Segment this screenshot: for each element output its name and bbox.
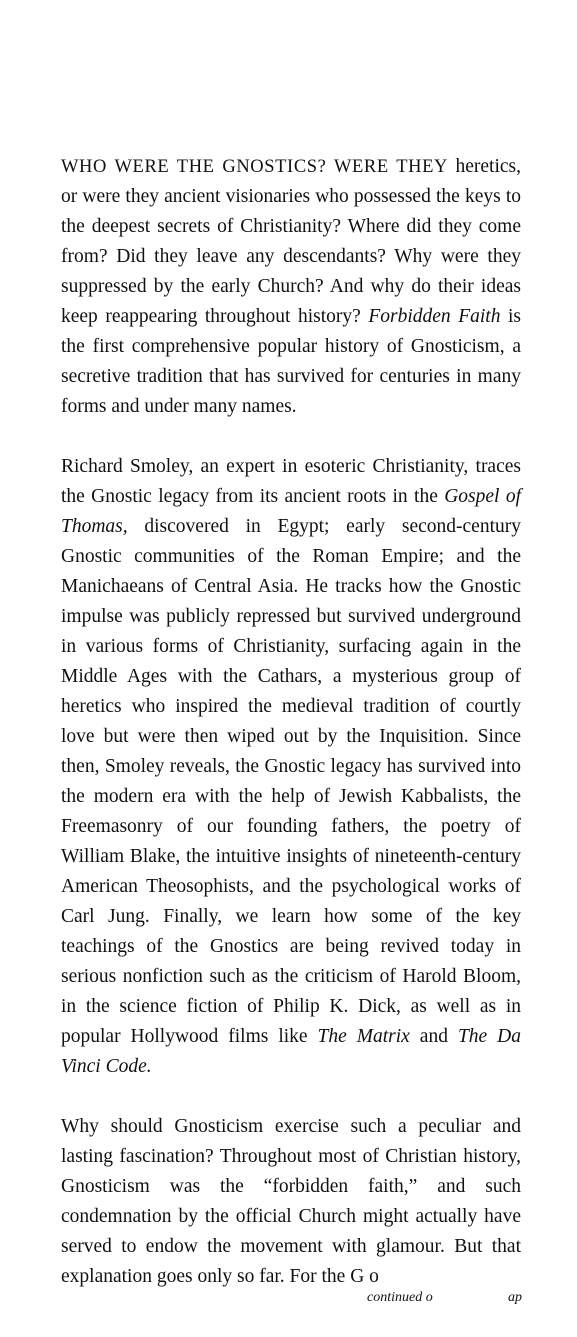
history-text-2: discovered in Egypt; early second-century Gnostic communities of the Roman Empire; and the Manichaeans of Central Asia. He tracks how the Gnostic impulse was publicly repressed but survived underground in various forms of Christianity, surfacing again in the Middle Ages with the Cathars, a mysterious group of heretics who inspired the medieval tradition of courtly love but were then wiped out by the Inquisition. Since then, Smoley reveals, the Gnostic legacy has survived into the modern era with the help of Jewish Kabbalists, the Freemasonry of our founding fathers, the poetry of William Blake, the intuitive insights of nineteenth-century American Theosophists, and the psychological works of Carl Jung. Finally, we learn how some of the key teachings of the Gnostics are being revived today in serious nonfiction such as the criticism of Harold Bloom, in the science fiction of Philip K. Dick, as well as in popular Hollywood films like: [61, 516, 521, 1047]
continued-note: continued o: [367, 1290, 433, 1305]
paragraph-intro: [61, 152, 521, 422]
film-title-da-vinci: The Da Vinci Code.: [61, 1026, 521, 1077]
film-title-matrix: The Matrix: [317, 1026, 410, 1047]
paragraph-fascination: [61, 1112, 521, 1292]
book-title: Forbidden Faith: [368, 306, 501, 327]
fascination-text: Why should Gnosticism exercise such a peculiar and lasting fascination? Throughout most of Christian history, Gnosticism was the “forbidden faith,” and such condemnation by the official Church might actually have served to endow the movement with glamour. But that explanation goes only so far. For the G o: [61, 1116, 521, 1287]
flap-copy: [61, 152, 521, 1322]
history-text-and: and: [409, 1026, 458, 1047]
intro-text-2: is the first comprehensive popular history of Gnosticism, a secretive tradition that has survived for centuries in many forms and under many names.: [61, 306, 521, 417]
opening-lead-in: WHO WERE THE GNOSTICS? WERE THEY: [61, 157, 448, 177]
continued-note-tail: ap: [508, 1290, 522, 1305]
intro-text-1: heretics, or were they ancient visionaries who possessed the keys to the deepest secrets of Christianity? Where did they come from? Did they leave any descendants? Why were they suppressed by the early Church? And why do their ideas keep reappearing throughout history?: [61, 156, 521, 327]
gospel-title: Gospel of Thomas,: [61, 486, 521, 537]
paragraph-history: [61, 452, 521, 1082]
history-text-1: Richard Smoley, an expert in esoteric Christianity, traces the Gnostic legacy from its ancient roots in the: [61, 456, 521, 507]
